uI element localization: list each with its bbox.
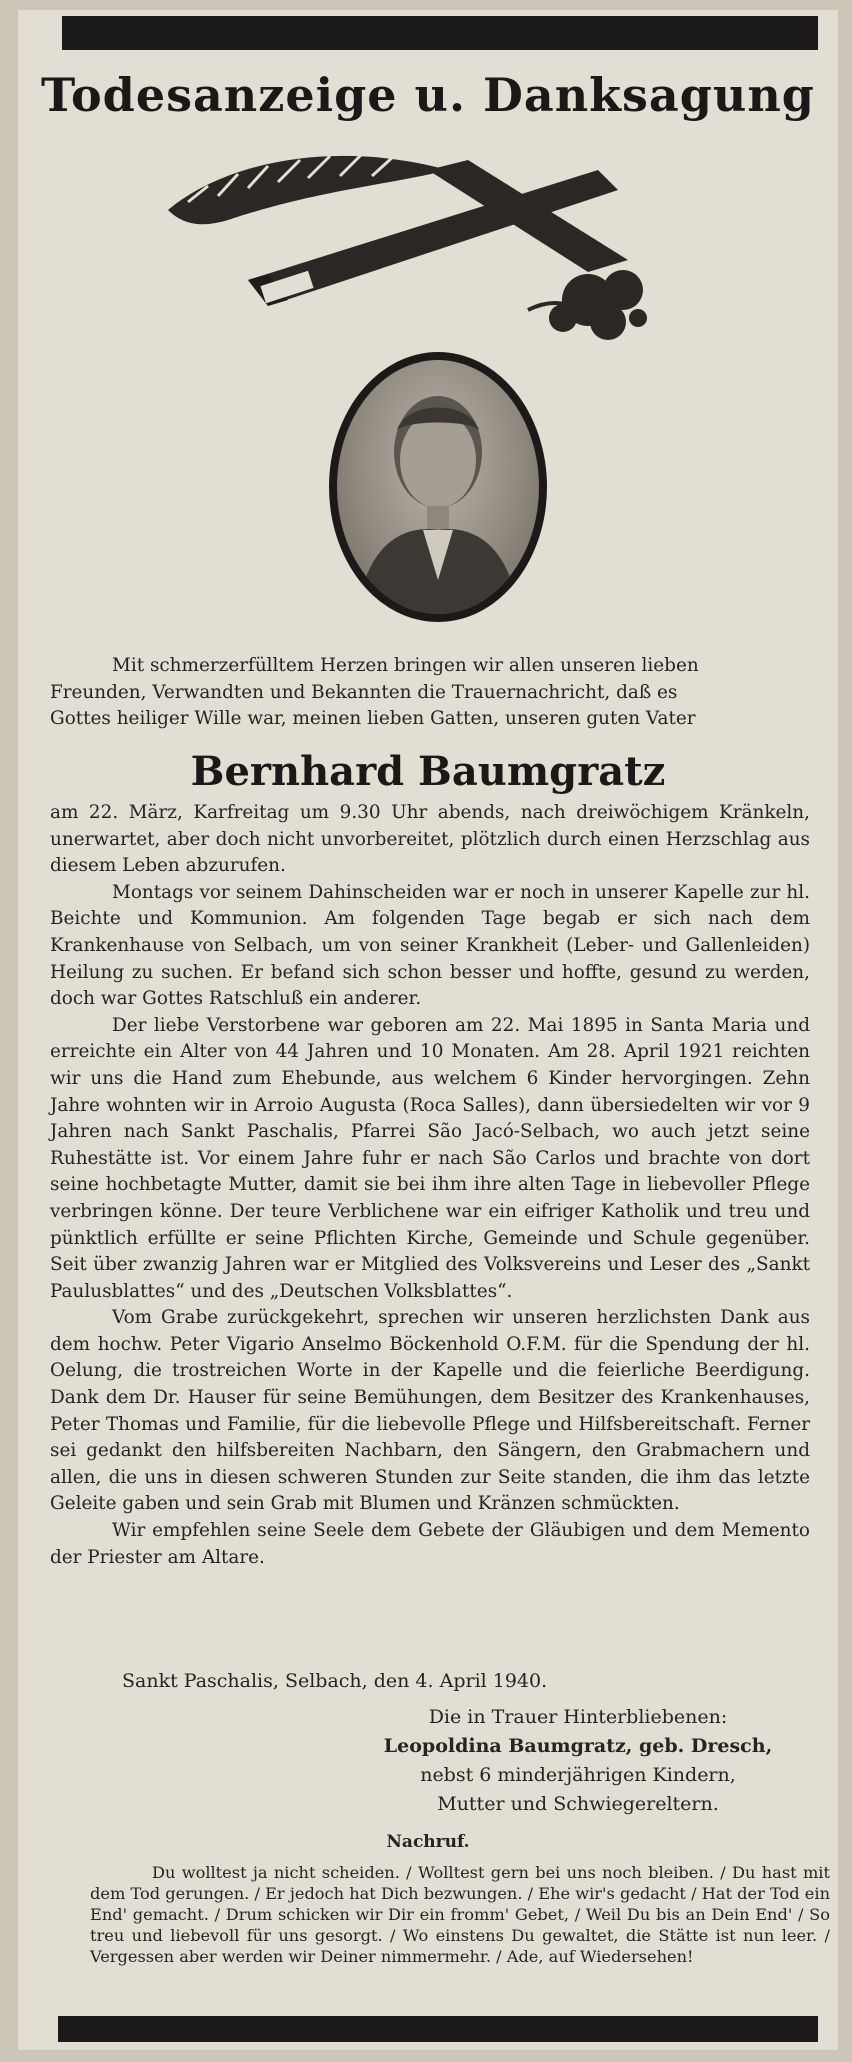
top-rule [62, 16, 818, 50]
body-text [50, 800, 810, 1571]
intro-line-2: Freunden, Verwandten und Bekannten die Trauernachricht, daß es [50, 681, 678, 703]
paragraph-4: Vom Grabe zurückgekehrt, sprechen wir unseren herzlichsten Dank aus dem hochw. Peter Vigario Anselmo Böckenhold O.F.M. für die Spendung der hl. Oelung, die trostreichen Worte in der Kapelle und die feierliche Beerdigung. Dank dem Dr. Hauser für seine Bemühungen, dem Besitzer des Krankenhauses, Peter Thomas und Familie, für die liebevolle Pflege und Hilfsbereitschaft. Ferner sei gedankt den hilfsbereiten Nachbarn, den Sängern, den Grabmachern und allen, die uns in diesen schweren Stunden zur Seite standen, die ihm das letzte Geleite gaben und sein Grab mit Blumen und Kränzen schmückten. [50, 1307, 810, 1515]
intro-line-3: Gottes heiliger Wille war, meinen lieben Gatten, unseren guten Vater [50, 708, 696, 730]
bottom-rule [58, 2016, 818, 2042]
paragraph-2: Montags vor seinem Dahinscheiden war er noch in unserer Kapelle zur hl. Beichte und Kommunion. Am folgenden Tage begab er sich nach dem Krankenhause von Selbach, um von seiner Krankheit (Leber- und Gallenleiden) Heilung zu suchen. Er befand sich schon besser und hoffte, gesund zu werden, doch war Gottes Ratschluß ein anderer. [50, 881, 810, 1010]
mourners-family: Mutter und Schwiegereltern. [437, 1793, 719, 1815]
nachruf-title: Nachruf. [386, 1832, 470, 1852]
place-date: Sankt Paschalis, Selbach, den 4. April 1940. [122, 1670, 548, 1692]
cross-palm-emblem [168, 130, 728, 360]
deceased-name: Bernhard Baumgratz [190, 748, 666, 795]
nachruf-text [90, 1862, 830, 1967]
portrait-frame [329, 352, 547, 622]
paragraph-1: am 22. März, Karfreitag um 9.30 Uhr abends, nach dreiwöchigem Kränkeln, unerwartet, aber doch nicht unvorbereitet, plötzlich durch einen Herzschlag aus diesem Leben abzurufen. [50, 802, 810, 877]
announcement-title: Todesanzeige u. Danksagung [41, 68, 815, 122]
paragraph-5: Wir empfehlen seine Seele dem Gebete der Gläubigen und dem Memento der Priester am Altare. [50, 1520, 810, 1568]
nachruf-poem: Du wolltest ja nicht scheiden. / Wolltest gern bei uns noch bleiben. / Du hast mit dem Tod gerungen. / Er jedoch hat Dich bezwungen. / Ehe wir's gedacht / Hat der Tod ein End' gemacht. / Drum schicken wir Dir ein fromm' Gebet, / Weil Du bis an Dein End' / So treu und liebevoll für uns gesorgt. / Wo einstens Du gewaltet, die Stätte ist nun leer. / Vergessen aber werden wir Deiner nimmermehr. / Ade, auf Wiedersehen! [90, 1863, 830, 1966]
newspaper-clipping [18, 10, 838, 2050]
intro-text [50, 653, 810, 733]
portrait-photo [337, 360, 539, 614]
portrait-figure [337, 360, 539, 614]
mourners-children: nebst 6 minderjährigen Kindern, [420, 1764, 736, 1786]
paragraph-3: Der liebe Verstorbene war geboren am 22. Mai 1895 in Santa Maria und erreichte ein Alter von 44 Jahren und 10 Monaten. Am 28. April 1921 reichten wir uns die Hand zum Ehebunde, aus welchem 6 Kinder hervorgingen. Zehn Jahre wohnten wir in Arroio Augusta (Roca Salles), dann übersiedelten wir vor 9 Jahren nach Sankt Paschalis, Pfarrei São Jacó-Selbach, wo auch jetzt seine Ruhestätte ist. Vor einem Jahre fuhr er nach São Carlos und brachte von dort seine hochbetagte Mutter, damit sie bei ihm ihre alten Tage in liebevoller Pflege verbringen könne. Der teure Verblichene war ein eifriger Katholik und treu und pünktlich erfüllte er seine Pflichten Kirche, Gemeinde und Schule gegenüber. Seit über zwanzig Jahren war er Mitglied des Volksvereins und Leser des „Sankt Paulusblattes“ und des „Deutschen Volksblattes“. [50, 1014, 810, 1302]
mourners-widow: Leopoldina Baumgratz, geb. Dresch, [383, 1735, 773, 1757]
mourners-header: Die in Trauer Hinterbliebenen: [428, 1706, 728, 1728]
intro-line-1: Mit schmerzerfülltem Herzen bringen wir allen unseren lieben [112, 655, 699, 676]
